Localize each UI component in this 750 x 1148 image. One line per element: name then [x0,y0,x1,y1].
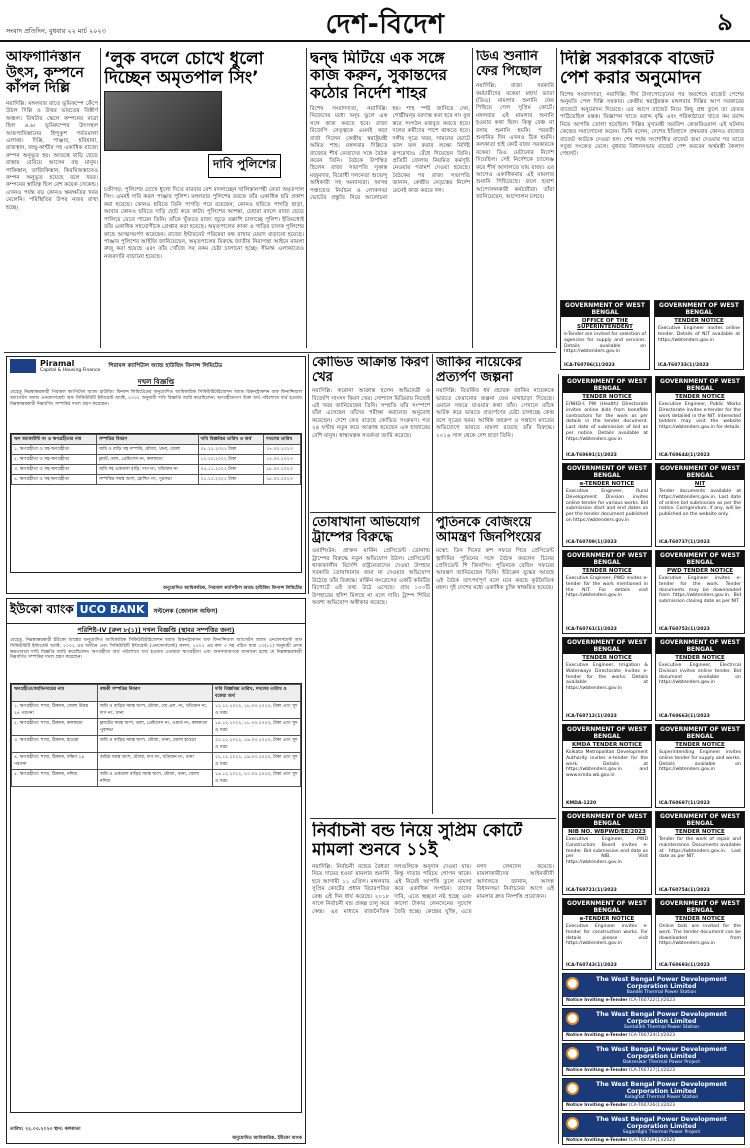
uco-notice-title: পরিশিষ্ট-IV [রুল ৮(১)] দখল বিজ্ঞপ্তি (স্থাবর সম্পত্তির জন্য) [77,626,235,634]
piramal-body: যেহেতু নিম্নস্বাক্ষরকারী পিরামল ক্যাপিটাল অ্যান্ড হাউজিং ফিনান্স লিমিটেডের অনুমোদিত আধিকারিক সিকিউরিটাইজেশন অ্যান্ড রিকনস্ট্রাকশন অফ ফিনান্সিয়াল অ্যাসেটস অ্যান্ড এনফোর্সমেন্ট অফ সিকিউরিটি ইন্টারেস্ট অ্যাক্ট, ২০০২ অনুযায়ী দাবি বিজ্ঞপ্তি জারি করেছিলেন। ঋণগ্রহীতাগণ উক্ত অর্থ পরিশোধে ব্যর্থ হওয়ায় নিম্নস্বাক্ষরকারী নিম্নবর্ণিত সম্পত্তির দখল গ্রহণ করেছেন। [10,390,302,407]
table-row: ২. ঋণগ্রহীতা ও সহ-ঋণগ্রহীতা ফ্ল্যাট, তলা, প্রেমিসেস নং, কলকাতা ১২.১০.২০২২ টাকা ১৭.০৩.২০২৩ [12,455,301,465]
table-row: ৪. ঋণগ্রহীতা ও সহ-ঋণগ্রহীতা সম্পত্তির সমস্ত অংশ, হোল্ডিং নং, পুরসভা ২১.১০.২০২২ টাকা ১৮.০৩.২০২৩ [12,475,301,485]
piramal-table: ঋণ অ্যাকাউন্ট নং ও ঋণগ্রহীতার নাম সম্পত্তির বিবরণ দাবি বিজ্ঞপ্তির তারিখ ও অর্থ দখলের তারিখ ১. ঋণগ্রহীতা ও সহ-ঋণগ্রহীতা জমি ও বাড়ি সহ সম্পত্তি, মৌজা, থানা, জেলা ০৮.১২.২০২২ টাকা ১৭.০৩.২০২৩ ২. ঋণগ্রহীতা ও সহ-ঋণগ্রহীতা ফ্ল্যাট, তলা, প্রেমিসেস নং, কলকাতা ১২.১০.২০২২ টাকা ১৭.০৩.২০২৩ ৩. ঋণগ্রহীতা ও সহ-ঋণগ্রহীতা জমি সহ একতলা বাড়ি, দাগ নং, খতিয়ান নং ০৫.১১.২০২২ টাকা ১৮.০৩.২০২৩ ৪. ঋণগ্রহীতা ও সহ-ঋণগ্রহীতা সম্পত্তির সমস্ত অংশ, হোল্ডিং নং, পুরসভা ২১.১০.২০২২ টাকা ১৮.০৩.২০২৩ [10,433,302,573]
story-supreme-body: নয়াদিল্লি: নির্বাচনী বন্ডের বৈধতা নিয়ে দায়ের হওয়া মামলার শুনানি হবে আগামী ১১ এপ্রিল। মঙ্গলবার সুপ্রিম কোর্টের প্রধান বিচারপতির বেঞ্চ এই দিন ধার্য করেছে। ২০১৮ সালে নির্বাচনী বন্ড প্রকল্প চালু করে কেন্দ্র। এর মাধ্যমে রাজনৈতিক দলগুলিকে অনুদান দেওয়া যায়। কিন্তু দাতার পরিচয় গোপন থাকে। এই নিয়েই আপত্তি তুলে মামলা করে একাধিক সংগঠন। তাদের দাবি, এতে স্বচ্ছতা নষ্ট হচ্ছে এবং কালো টাকার লেনদেনের সুযোগ তৈরি হচ্ছে। কেন্দ্রের যুক্তি, এতে নগদ লেনদেন কমেছে। মামলাকারীদের আইনজীবী আদালতে জানান, আসন্ন বিধানসভা নির্বাচনের আগে এই মামলার দ্রুত নিষ্পত্তি প্রয়োজন। [312,864,554,915]
story-putin [436,516,554,816]
edition-line: সংবাদ প্রতিদিন, বুধবার ২২ মার্চ ২০২৩ [6,27,106,35]
uco-bank-ad: ইউকো ব্যাংক UCO BANK সল্টলেক (জোনাল অফিস) পরিশিষ্ট-IV [রুল ৮(১)] দখল বিজ্ঞপ্তি (স্থাবর সম্পত্তির জন্য) যেহেতু, নিম্নস্বাক্ষরকারী ইউকো ব্যাঙ্কের অনুমোদিত আধিকারিক সিকিউরিটাইজেশন অ্যান্ড রিকনস্ট্রাকশন অফ ফিনান্সিয়াল অ্যাসেটস অ্যান্ড এনফোর্সমেন্ট অফ সিকিউরিটি ইন্টারেস্ট অ্যাক্ট, ২০০২ এর অধীনে এবং সিকিউরিটি ইন্টারেস্ট (এনফোর্সমেন্ট) রুলস, ২০০২ এর রুল ৩ সহ পঠিত ধারা ১৩(১২) অনুযায়ী প্রদত্ত ক্ষমতাবলে দাবি বিজ্ঞপ্তি জারি করেছিলেন। ঋণগ্রহীতা অর্থ পরিশোধে ব্যর্থ হওয়ায় এতদ্বারা ঋণগ্রহীতা এবং জনসাধারণকে জানানো হচ্ছে যে নিম্নস্বাক্ষরকারী নিম্নবর্ণিত সম্পত্তির দখল গ্রহণ করেছেন। ঋণগ্রহীতা/জামিনদারের নাম বন্ধকী সম্পত্তির বিবরণ দাবি বিজ্ঞপ্তির তারিখ, দখলের তারিখ ও বকেয়া অর্থ ১. ঋণগ্রহীতা: শাখা, ঠিকানা, জেলা উত্তর ২৪ পরগনা জমি ও বাড়ির সমস্ত অংশ, মৌজা, জে.এল. নং, খতিয়ান নং, দাগ নং, থানা ১২.১২.২০২২, ১৮.০৩.২০২৩, টাকা এবং সুদ ও খরচ ২. ঋণগ্রহীতা: শাখা, ঠিকানা, কলকাতা ফ্ল্যাটের সমস্ত অংশ, তলা, প্রেমিসেস নং, ওয়ার্ড নং, কলকাতা পুরসভা ১৫.১২.২০২২, ১৮.০৩.২০২৩, টাকা এবং সুদ ও খরচ ৩. ঋণগ্রহীতা: শাখা, ঠিকানা, হাওড়া জমি ও বাড়ির সমস্ত অংশ, মৌজা, থানা, জেলা হাওড়া ২০.১২.২০২২, ১৯.০৩.২০২৩, টাকা এবং সুদ ও খরচ ৪. ঋণগ্রহীতা: শাখা, ঠিকানা, দক্ষিণ ২৪ পরগনা জমির সমস্ত অংশ, মৌজা, দাগ নং, খতিয়ান নং, থানা ২২.১২.২০২২, ১৯.০৩.২০২৩, টাকা এবং সুদ ও খরচ ৫. ঋণগ্রহীতা: শাখা, ঠিকানা, নদিয়া জমি ও একতলা বাড়ির সমস্ত অংশ, মৌজা, থানা, জেলা নদিয়া ২৬.১২.২০২২, ২০.০৩.২০২৩, টাকা এবং সুদ ও খরচ তারিখ: ২২.০৩.২০২৩ স্থান: কলকাতা অনুমোদিত আধিকারিক, ইউকো ব্যাংক [6,598,306,1144]
story-amritpal-tag: দাবি পুলিশের [208,154,281,178]
gov-ad-5: GOVERNMENT OF WEST BENGAL PWD TENDER NOTICE Executive Engineer invites e-tender for the work. Tender documents may be downloaded from https://wbtenders.gov.in. Bid submission closing date as per NIT. ICA-T60752(1)/2023 [655,550,745,634]
page-number: ৯ [717,8,733,36]
gov-ad-8: GOVERNMENT OF WEST BENGAL KMDA TENDER NOTICE Kolkata Metropolitan Development Authority invites e-tender for the work. Details at https://wbtenders.gov.in and www.kmda.wb.gov.in KMDA-1220 [562,724,652,808]
story-da-headline: ডিএ শুনানি ফের পিছোল [476,50,542,79]
piramal-logo [10,359,36,373]
table-row: ৫. ঋণগ্রহীতা: শাখা, ঠিকানা, নদিয়া জমি ও একতলা বাড়ির সমস্ত অংশ, মৌজা, থানা, জেলা নদিয়া ২৬.১২.২০২২, ২০.০৩.২০২৩, টাকা এবং সুদ ও খরচ [12,770,301,787]
table-row: ১. ঋণগ্রহীতা: শাখা, ঠিকানা, জেলা উত্তর ২৪ পরগনা জমি ও বাড়ির সমস্ত অংশ, মৌজা, জে.এল. নং, খতিয়ান নং, দাগ নং, থানা ১২.১২.২০২২, ১৮.০৩.২০২৩, টাকা এবং সুদ ও খরচ [12,702,301,719]
story-covid-headline: কোভিড আক্রান্ত কিরণ খের [312,356,429,385]
story-amritpal-headline: ‘লুক বদলে চোখে ধুলো দিচ্ছেন অমৃতপাল সিং’ [104,50,264,89]
wbpdcl-logo-icon [566,1012,579,1025]
section-title: দেশ-বিদেশ [325,9,445,40]
uco-date-line: তারিখ: ২২.০৩.২০২৩ স্থান: কলকাতা [10,1127,81,1132]
gov-ad-10: GOVERNMENT OF WEST BENGAL NIB NO. WBPWD/EE/2023 Executive Engineer, PWD Construction Board invites e-tender. Bid submission end date as per NIB. Visit https://wbtenders.gov.in ICA-T60721(1)/2023 [562,811,652,895]
piramal-notice-title: দখল বিজ্ঞপ্তি [137,378,175,386]
wbpdcl-ad-1: The West Bengal Power Development Corporation Limited Santaldih Thermal Power Station Notice Inviting e-Tender ICA-T60724(1)/2023 [562,1008,745,1041]
story-afghan-headline: আফগানিস্তান উৎস, কম্পনে কাঁপল দিল্লি [6,50,84,97]
story-zakir-headline: জাকির নায়েকের প্রত্যর্পণ জল্পনা [436,356,522,385]
story-afghan [6,50,98,350]
story-budget-body: বিশেষ সংবাদদাতা, নয়াদিল্লি: দীর্ঘ টানাপোড়েনের পর অবশেষে বাজেট পেশের অনুমতি পেল দিল্লি সরকার। কেন্দ্রীয় স্বরাষ্ট্রমন্ত্রক মঙ্গলবার দিল্লির আপ সরকারের বাজেটে অনুমোদন দিয়েছে। এর আগে বাজেট নিয়ে কিছু প্রশ্ন তুলে তা ফেরত পাঠিয়েছিল মন্ত্রক। বিজ্ঞাপন খাতে বরাদ্দ বৃদ্ধি এবং পরিকাঠামো খাতে কম বরাদ্দ নিয়ে আপত্তি তোলা হয়েছিল। দিল্লির মুখ্যমন্ত্রী অরবিন্দ কেজরিওয়াল এই ঘটনায় কেন্দ্রের সমালোচনা করেন। তিনি বলেন, দেশের ইতিহাসে প্রথমবার কোনও রাজ্যের বাজেট আটকে দেওয়া হল। শেষ পর্যন্ত সংশোধিত বাজেট জমা দেওয়ার পর তাতে সবুজ সংকেত মেলে। বুধবার বিধানসভায় বাজেট পেশ করবেন অর্থমন্ত্রী কৈলাস গেহলট। [560,92,744,158]
story-trump-headline: তোষাখানা অভিযোগ ট্রাম্পের বিরুদ্ধে [312,516,420,545]
gov-ad-9: GOVERNMENT OF WEST BENGAL TENDER NOTICE Superintending Engineer invites online tender for supply and works. Details available on https://wbtenders.gov.in ICA-T60697(1)/2023 [655,724,745,808]
amritpal-photos [104,91,222,151]
table-row: ৩. ঋণগ্রহীতা: শাখা, ঠিকানা, হাওড়া জমি ও বাড়ির সমস্ত অংশ, মৌজা, থানা, জেলা হাওড়া ২০.১২.২০২২, ১৯.০৩.২০২৩, টাকা এবং সুদ ও খরচ [12,736,301,753]
wbpdcl-ad-0: The West Bengal Power Development Corporation Limited Bandel Thermal Power Station Notice Inviting e-Tender ICA-T60722(1)/2023 [562,973,745,1006]
gov-ad-1: GOVERNMENT OF WEST BENGAL TENDER NOTICE Executive Engineer, Public Works Directorate invites e-tender for the work detailed in the NIT. Interested bidders may visit the website https://wbtenders.gov.in for details. ICA-T60644(1)/2023 [655,376,745,460]
story-supreme-headline: নির্বাচনী বন্ড নিয়ে সুপ্রিম কোর্টে মামলা শুনবে ১১ই [312,822,523,861]
story-supreme [312,822,554,1144]
piramal-ad: Piramal Capital & Housing Finance পিরামল ক্যাপিটাল অ্যান্ড হাউজিং ফিনান্স লিমিটেড দখল বিজ্ঞপ্তি যেহেতু নিম্নস্বাক্ষরকারী পিরামল ক্যাপিটাল অ্যান্ড হাউজিং ফিনান্স লিমিটেডের অনুমোদিত আধিকারিক সিকিউরিটাইজেশন অ্যান্ড রিকনস্ট্রাকশন অফ ফিনান্সিয়াল অ্যাসেটস অ্যান্ড এনফোর্সমেন্ট অফ সিকিউরিটি ইন্টারেস্ট অ্যাক্ট, ২০০২ অনুযায়ী দাবি বিজ্ঞপ্তি জারি করেছিলেন। ঋণগ্রহীতাগণ উক্ত অর্থ পরিশোধে ব্যর্থ হওয়ায় নিম্নস্বাক্ষরকারী নিম্নবর্ণিত সম্পত্তির দখল গ্রহণ করেছেন। ঋণ অ্যাকাউন্ট নং ও ঋণগ্রহীতার নাম সম্পত্তির বিবরণ দাবি বিজ্ঞপ্তির তারিখ ও অর্থ দখলের তারিখ ১. ঋণগ্রহীতা ও সহ-ঋণগ্রহীতা জমি ও বাড়ি সহ সম্পত্তি, মৌজা, থানা, জেলা ০৮.১২.২০২২ টাকা ১৭.০৩.২০২৩ ২. ঋণগ্রহীতা ও সহ-ঋণগ্রহীতা ফ্ল্যাট, তলা, প্রেমিসেস নং, কলকাতা ১২.১০.২০২২ টাকা ১৭.০৩.২০২৩ ৩. ঋণগ্রহীতা ও সহ-ঋণগ্রহীতা জমি সহ একতলা বাড়ি, দাগ নং, খতিয়ান নং ০৫.১১.২০২২ টাকা ১৮.০৩.২০২৩ ৪. ঋণগ্রহীতা ও সহ-ঋণগ্রহীতা সম্পত্তির সমস্ত অংশ, হোল্ডিং নং, পুরসভা ২১.১০.২০২২ টাকা ১৮.০৩.২০২৩ অনুমোদিত আধিকারিক, পিরামল ক্যাপিটাল অ্যান্ড হাউজিং ফিনান্স লিমিটেড [6,356,306,594]
gov-ad-11: GOVERNMENT OF WEST BENGAL TENDER NOTICE Tender for the work of repair and maintenance. Documents available at https://wbtenders.gov.in. Last date as per NIT. ICA-T60754(1)/2023 [655,811,745,895]
wbpdcl-ad-4: The West Bengal Power Development Corporation Limited Sagardighi Thermal Power Project Notice Inviting e-Tender ICA-T60729(1)/2023 [562,1113,745,1145]
piramal-sign: অনুমোদিত আধিকারিক, পিরামল ক্যাপিটাল অ্যান্ড হাউজিং ফিনান্স লিমিটেড [163,586,302,591]
table-row: ৩. ঋণগ্রহীতা ও সহ-ঋণগ্রহীতা জমি সহ একতলা বাড়ি, দাগ নং, খতিয়ান নং ০৫.১১.২০২২ টাকা ১৮.০৩.২০২৩ [12,465,301,475]
table-row: ৪. ঋণগ্রহীতা: শাখা, ঠিকানা, দক্ষিণ ২৪ পরগনা জমির সমস্ত অংশ, মৌজা, দাগ নং, খতিয়ান নং, থানা ২২.১২.২০২২, ১৯.০৩.২০২৩, টাকা এবং সুদ ও খরচ [12,753,301,770]
story-covid-body: নয়াদিল্লি: করোনা আক্রান্ত হলেন অভিনেত্রী ও বিজেপি সাংসদ কিরণ খের। সোশ্যাল মিডিয়ায় নিজেই এই খবর জানিয়েছেন তিনি। সম্প্রতি তাঁর সংস্পর্শে যাঁরা এসেছেন তাঁদের পরীক্ষা করানোর অনুরোধ করেছেন। দেশে ফের বাড়ছে কোভিড সংক্রমণ। গত ২৪ ঘণ্টায় নতুন করে আক্রান্ত হয়েছেন এক হাজারের বেশি মানুষ। স্বাস্থ্যমন্ত্রক সতর্কতা জারি করেছে। [312,388,430,439]
gov-ad-right-2: GOVERNMENT OF WEST BENGAL TENDER NOTICE Executive Engineer invites online tender. Details of NIT available at https://wbtenders.gov.in ICA-T60733(1)/2023 [654,300,744,370]
story-trump-body: ওয়াশিংটন: প্রাক্তন মার্কিন প্রেসিডেন্ট ডোনাল্ড ট্রাম্পের বিরুদ্ধে নতুন অভিযোগ উঠল। প্রেসিডেন্ট থাকাকালীন বিদেশি রাষ্ট্রনেতাদের দেওয়া উপহার সরকারি তোষাখানায় জমা না দেওয়ার অভিযোগ উঠেছে তাঁর বিরুদ্ধে। মার্কিন কংগ্রেসের একটি কমিটির রিপোর্টে এই তথ্য উঠে এসেছে। প্রায় ১০০টি উপহারের হদিশ মিলছে না বলে দাবি। ট্রাম্প শিবির অবশ্য অভিযোগ অস্বীকার করেছে। [312,548,430,606]
story-zakir [436,356,554,506]
gov-ad-12: GOVERNMENT OF WEST BENGAL e-TENDER NOTICE Executive Engineer invites e-tender for construction works. For details please visit https://wbtenders.gov.in ICA-T60743(1)/2023 [562,898,652,970]
story-afghan-body: নয়াদিল্লি: মঙ্গলবার রাতে ভূমিকম্পে কেঁপে উঠল দিল্লি ও উত্তর ভারতের বিস্তীর্ণ অঞ্চল। রিখটার স্কেলে কম্পনের মাত্রা ছিল ৬.৬। ভূমিকম্পের উৎসস্থল আফগানিস্তানের হিন্দুকুশ পর্বতমালা এলাকা। দিল্লি, পাঞ্জাব, হরিয়ানা, রাজস্থান, জম্মু-কাশ্মীর সহ একাধিক রাজ্যে কম্পন অনুভূত হয়। আতঙ্কে বাড়ি ছেড়ে রাস্তায় বেরিয়ে আসেন বহু মানুষ। পাকিস্তান, তাজিকিস্তান, কিরঘিজস্তানেও কম্পন অনুভূত হয়েছে বলে খবর। কম্পনের স্থায়িত্ব ছিল বেশ কয়েক সেকেন্ড। এখনও পর্যন্ত বড় কোনও ক্ষয়ক্ষতির খবর মেলেনি। পরিস্থিতির উপর নজর রাখা হচ্ছে। [6,101,98,211]
story-putin-body: মস্কো: তিন দিনের রুশ সফরে গিয়ে প্রেসিডেন্ট ভ্লাদিমির পুতিনের সঙ্গে বৈঠক করলেন চিনের প্রেসিডেন্ট শি জিনপিং। পুতিনকে বেজিং সফরের আমন্ত্রণ জানিয়েছেন তিনি। ইউক্রেন যুদ্ধের আবহে এই বৈঠক তাৎপর্যপূর্ণ বলে মনে করছে কূটনৈতিক মহল। দুই দেশের মধ্যে একাধিক চুক্তি স্বাক্ষরিত হয়েছে। [436,548,554,592]
story-amritpal-body: চণ্ডীগড়: পুলিশের চোখে ধুলো দিতে বারবার বেশ বদলাচ্ছেন খালিস্তানপন্থী নেতা অমৃতপাল সিং। এমনই দাবি করল পাঞ্জাব পুলিশ। মঙ্গলবার পুলিশের তরফে তাঁর একাধিক ছবি প্রকাশ করা হয়েছে। কোনও ছবিতে তিনি পাগড়ি পরে রয়েছেন, কোনও ছবিতে পাগড়ি ছাড়া, আবার কোনও ছবিতে দাড়ি ছোট করে কাটা। পুলিশের আশঙ্কা, চেহারা বদলে রাজ্য ছেড়ে পালিয়ে যেতে পারেন তিনি। তাঁকে খুঁজতে রাজ্য জুড়ে তল্লাশি চালাচ্ছে পুলিশ। ইতিমধ্যেই তাঁর একাধিক সহযোগীকে গ্রেপ্তার করা হয়েছে। অমৃতপালের কাকা ও গাড়ির চালক পুলিশের কাছে আত্মসমর্পণ করেছেন। রাজ্যে ইন্টারনেট পরিষেবা বন্ধ রাখার মেয়াদ বাড়ানো হয়েছে। পাঞ্জাব পুলিশের আইজি জানিয়েছেন, অমৃতপালের বিরুদ্ধে জাতীয় নিরাপত্তা আইনে মামলা রুজু করা হয়েছে এবং তাঁর খোঁজে সব রকম চেষ্টা চালানো হচ্ছে। সীমান্ত এলাকাতেও নজরদারি বাড়ানো হয়েছে। [104,187,304,260]
uco-sign: অনুমোদিত আধিকারিক, ইউকো ব্যাংক [232,1136,302,1141]
story-shah [310,50,470,350]
story-shah-body: বিশেষ সংবাদদাতা, নয়াদিল্লি: নিজেদের মধ্যে দ্বন্দ্ব ভুলে এক সঙ্গে কাজ করতে হবে। রাজ্য বিজেপি নেতৃত্বকে এমনই কড়া বার্তা দিলেন কেন্দ্রীয় স্বরাষ্ট্রমন্ত্রী অমিত শাহ। মঙ্গলবার দিল্লিতে রাজ্যের শীর্ষ নেতাদের সঙ্গে বৈঠক করেন তিনি। বৈঠকে উপস্থিত ছিলেন রাজ্য সভাপতি সুকান্ত মজুমদার, বিরোধী দলনেতা শুভেন্দু অধিকারী সহ অন্যান্যরা। আসন্ন পঞ্চায়েত নির্বাচন ও লোকসভা ভোটের প্রস্তুতি নিয়ে আলোচনা হয়। শাহ স্পষ্ট জানিয়ে দেন, গোষ্ঠীদ্বন্দ্ব বরদাস্ত করা হবে না। বুথ স্তরে সংগঠন মজবুত করতে হবে। দলের কর্মীদের পাশে থাকতে হবে। দলীয় সূত্রে খবর, সামনের ভোটে ভাল ফল করার লক্ষ্যে নির্দিষ্ট রূপরেখাও বেঁধে দিয়েছেন তিনি। প্রতিটি জেলায় নিয়মিত কর্মসূচি নেওয়ার পরামর্শ দেওয়া হয়েছে। বৈঠকের পর রাজ্য সভাপতি জানান, কেন্দ্রীয় নেতৃত্বের নির্দেশ মেনেই কাজ করবে দল। [310,106,470,201]
story-da-body: নয়াদিল্লি: রাজ্য সরকারি কর্মচারীদের বকেয়া মহার্ঘ ভাতা (ডিএ) মামলার শুনানি ফের পিছিয়ে গেল সুপ্রিম কোর্টে। মঙ্গলবার এই মামলার শুনানি হওয়ার কথা ছিল। কিন্তু বেঞ্চ না বসায় শুনানি হয়নি। পরবর্তী শুনানির দিন এখনও ঠিক হয়নি। কলকাতা হাই কোর্ট রাজ্য সরকারকে বকেয়া ডিএ মেটানোর নির্দেশ দিয়েছিল। সেই নির্দেশকে চ্যালেঞ্জ করে শীর্ষ আদালতে যায় রাজ্য। এর আগেও একাধিকবার এই মামলার শুনানি পিছিয়েছে। ফলে হতাশ আন্দোলনকারী কর্মচারীরা। তাঁরা জানিয়েছেন, আন্দোলন চলবে। [476,83,554,201]
gov-ad-2: GOVERNMENT OF WEST BENGAL e-TENDER NOTICE Executive Engineer, Rural Development Division invites online tender for various works. Bid submission start and end dates as per the tender document published on https://wbtenders.gov.in ICA-T60709(1)/2023 [562,463,652,547]
table-row: ১. ঋণগ্রহীতা ও সহ-ঋণগ্রহীতা জমি ও বাড়ি সহ সম্পত্তি, মৌজা, থানা, জেলা ০৮.১২.২০২২ টাকা ১৭.০৩.২০২৩ [12,445,301,455]
story-da [476,50,554,350]
story-amritpal [104,50,304,350]
uco-table: ঋণগ্রহীতা/জামিনদারের নাম বন্ধকী সম্পত্তির বিবরণ দাবি বিজ্ঞপ্তির তারিখ, দখলের তারিখ ও বকেয়া অর্থ ১. ঋণগ্রহীতা: শাখা, ঠিকানা, জেলা উত্তর ২৪ পরগনা জমি ও বাড়ির সমস্ত অংশ, মৌজা, জে.এল. নং, খতিয়ান নং, দাগ নং, থানা ১২.১২.২০২২, ১৮.০৩.২০২৩, টাকা এবং সুদ ও খরচ ২. ঋণগ্রহীতা: শাখা, ঠিকানা, কলকাতা ফ্ল্যাটের সমস্ত অংশ, তলা, প্রেমিসেস নং, ওয়ার্ড নং, কলকাতা পুরসভা ১৫.১২.২০২২, ১৮.০৩.২০২৩, টাকা এবং সুদ ও খরচ ৩. ঋণগ্রহীতা: শাখা, ঠিকানা, হাওড়া জমি ও বাড়ির সমস্ত অংশ, মৌজা, থানা, জেলা হাওড়া ২০.১২.২০২২, ১৯.০৩.২০২৩, টাকা এবং সুদ ও খরচ ৪. ঋণগ্রহীতা: শাখা, ঠিকানা, দক্ষিণ ২৪ পরগনা জমির সমস্ত অংশ, মৌজা, দাগ নং, খতিয়ান নং, থানা ২২.১২.২০২২, ১৯.০৩.২০২৩, টাকা এবং সুদ ও খরচ ৫. ঋণগ্রহীতা: শাখা, ঠিকানা, নদিয়া জমি ও একতলা বাড়ির সমস্ত অংশ, মৌজা, থানা, জেলা নদিয়া ২৬.১২.২০২২, ২০.০৩.২০২৩, টাকা এবং সুদ ও খরচ [10,683,302,1113]
gov-ad-0: GOVERNMENT OF WEST BENGAL TENDER NOTICE E/NHD-I, PW (Health) Directorate invites online bids from bonafide contractors for the work as per details in the tender document. Last date of submission of bid as per notice. Details available at https://wbtenders.gov.in ICA-T60691(1)/2023 [562,376,652,460]
gov-ad-right-1: GOVERNMENT OF WEST BENGAL OFFICE OF THE SUPERINTENDENT e-Tender are invited for selection of agencies for supply and services. Details available on https://wbtenders.gov.in ICA-T60706(1)/2023 [560,300,650,370]
gov-ad-6: GOVERNMENT OF WEST BENGAL TENDER NOTICE Executive Engineer, Irrigation & Waterways Directorate invites e-tender for the works. Details available at https://wbtenders.gov.in ICA-T60712(1)/2023 [562,637,652,721]
story-zakir-body: নয়াদিল্লি: বিতর্কিত ধর্ম প্রচারক জাকির নায়েককে ভারতে ফেরানোর জল্পনা ফের মাথাচাড়া দিয়েছে। ওমানে সফরে যাওয়ার কথা তাঁর। সেখানে তাঁকে আটক করে ভারতে প্রত্যর্পণের চেষ্টা চালাচ্ছে কেন্দ্র বলে সূত্রের খবর। আর্থিক তছরুপ ও সন্ত্রাসে মদতের অভিযোগে ভারতে মামলা রয়েছে তাঁর বিরুদ্ধে। ২০১৬ সাল থেকে দেশ ছাড়া তিনি। [436,388,554,439]
story-budget [560,50,744,298]
story-putin-headline: পুতিনকে বেজিংয়ে আমন্ত্রণ জিনপিংয়ের [436,516,542,545]
gov-ad-4: GOVERNMENT OF WEST BENGAL TENDER NOTICE Executive Engineer, PWD invites e-tender for the work mentioned in the NIT. For details visit https://wbtenders.gov.in ICA-T60761(1)/2023 [562,550,652,634]
uco-logo: ইউকো ব্যাংক UCO BANK [10,601,148,621]
uco-body: যেহেতু, নিম্নস্বাক্ষরকারী ইউকো ব্যাঙ্কের অনুমোদিত আধিকারিক সিকিউরিটাইজেশন অ্যান্ড রিকনস্ট্রাকশন অফ ফিনান্সিয়াল অ্যাসেটস অ্যান্ড এনফোর্সমেন্ট অফ সিকিউরিটি ইন্টারেস্ট অ্যাক্ট, ২০০২ এর অধীনে এবং সিকিউরিটি ইন্টারেস্ট (এনফোর্সমেন্ট) রুলস, ২০০২ এর রুল ৩ সহ পঠিত ধারা ১৩(১২) অনুযায়ী প্রদত্ত ক্ষমতাবলে দাবি বিজ্ঞপ্তি জারি করেছিলেন। ঋণগ্রহীতা অর্থ পরিশোধে ব্যর্থ হওয়ায় এতদ্বারা ঋণগ্রহীতা এবং জনসাধারণকে জানানো হচ্ছে যে নিম্নস্বাক্ষরকারী নিম্নবর্ণিত সম্পত্তির দখল গ্রহণ করেছেন। [10,638,302,661]
wbpdcl-logo-icon [566,977,579,990]
wbpdcl-logo-icon [566,1117,579,1130]
table-row: ২. ঋণগ্রহীতা: শাখা, ঠিকানা, কলকাতা ফ্ল্যাটের সমস্ত অংশ, তলা, প্রেমিসেস নং, ওয়ার্ড নং, কলকাতা পুরসভা ১৫.১২.২০২২, ১৮.০৩.২০২৩, টাকা এবং সুদ ও খরচ [12,719,301,736]
gov-ad-13: GOVERNMENT OF WEST BENGAL TENDER NOTICE Online bids are invited for the work. The tender document can be downloaded from https://wbtenders.gov.in ICA-T60693(1)/2023 [655,898,745,970]
story-shah-headline: দ্বন্দ্ব মিটিয়ে এক সঙ্গে কাজ করুন, সুকান্তদের কঠোর নির্দেশ শাহর [310,50,448,102]
masthead [0,0,750,42]
story-trump [312,516,430,816]
story-covid [312,356,430,506]
story-budget-headline: দিল্লি সরকারকে বাজেট পেশ করার অনুমোদন [560,50,714,89]
gov-ad-3: GOVERNMENT OF WEST BENGAL NIT Tender documents available at https://wbtenders.gov.in. Last date of online bid submission as per the notice. Corrigendum, if any, will be published on the website only. ICA-T60737(1)/2023 [655,463,745,547]
gov-ad-7: GOVERNMENT OF WEST BENGAL TENDER NOTICE Executive Engineer, Electrical Division invites online tender. Bid document available on https://wbtenders.gov.in ICA-T60663(1)/2023 [655,637,745,721]
wbpdcl-ad-2: The West Bengal Power Development Corporation Limited Bakreswar Thermal Power Project Notice Inviting e-Tender ICA-T60727(1)/2023 [562,1043,745,1076]
wbpdcl-logo-icon [566,1047,579,1060]
wbpdcl-ad-3: The West Bengal Power Development Corporation Limited Kolaghat Thermal Power Station Notice Inviting e-Tender ICA-T60726(1)/2023 [562,1078,745,1111]
wbpdcl-logo-icon [566,1082,579,1095]
